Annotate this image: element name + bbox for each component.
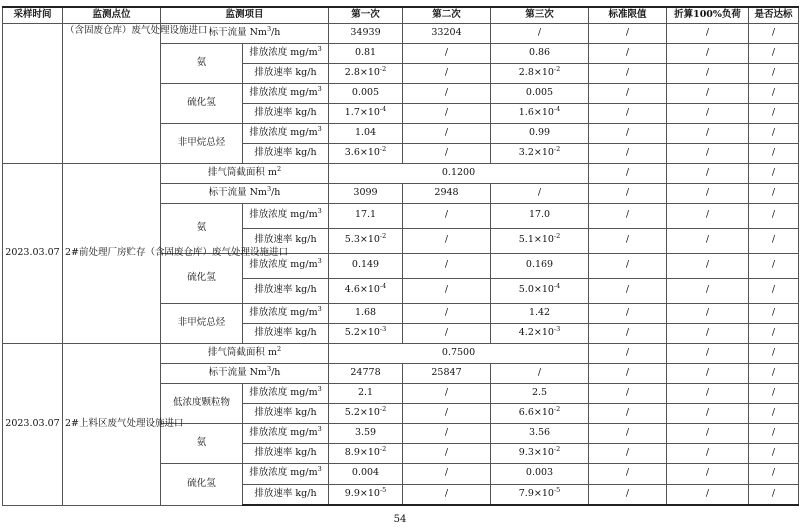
sec2-nmhc-conc-label: 排放浓度 $mg/m^3$ [243, 303, 329, 323]
sec3-ammonia-conc-limit: / [589, 423, 667, 443]
sec3-h2s-conc-converted: / [667, 463, 749, 484]
sec2-h2s-rate-2: / [403, 278, 491, 303]
sec3-h2s-conc-1: 0.004 [329, 463, 403, 484]
sec2-ammonia-conc-pass: / [749, 203, 799, 228]
sec3-ammonia-conc-1: 3.59 [329, 423, 403, 443]
sec1-ammonia-rate-1: $2.8\times 10^{-2}$ [329, 63, 403, 83]
sec2-area-limit: / [589, 163, 667, 183]
header-first: 第一次 [329, 7, 403, 23]
sec3-ammonia-conc-2: / [403, 423, 491, 443]
sec1-h2s-conc-3: 0.005 [491, 83, 589, 103]
sec3-h2s-conc-3: 0.003 [491, 463, 589, 484]
sec2-h2s-rate-1: $4.6\times 10^{-4}$ [329, 278, 403, 303]
sec3-flow-1: 24778 [329, 363, 403, 383]
sec1-nmhc-conc-label: 排放浓度 $mg/m^3$ [243, 123, 329, 143]
sec3-ammonia-rate-pass: / [749, 443, 799, 463]
sec3-pm-rate-label: 排放速率 kg/h [243, 403, 329, 423]
sec2-flow-1: 3099 [329, 183, 403, 203]
sec2-nmhc-label: 非甲烷总烃 [161, 303, 243, 343]
sec3-h2s-label: 硫化氢 [161, 463, 243, 505]
sec1-ammonia-rate-limit: / [589, 63, 667, 83]
header-time: 采样时间 [3, 7, 63, 23]
sec3-pm-rate-converted: / [667, 403, 749, 423]
sec1-h2s-rate-limit: / [589, 103, 667, 123]
sec1-ammonia-conc-limit: / [589, 43, 667, 63]
sec3-h2s-conc-limit: / [589, 463, 667, 484]
sec2-ammonia-conc-3: 17.0 [491, 203, 589, 228]
sec1-flow-3: / [491, 23, 589, 43]
sec2-date: 2023.03.07 [3, 163, 63, 343]
sec1-date-cell [3, 23, 63, 163]
sec3-ammonia-rate-converted: / [667, 443, 749, 463]
sec1-nmhc-rate-3: $3.2\times 10^{-2}$ [491, 143, 589, 163]
sec1-h2s-rate-converted: / [667, 103, 749, 123]
sec2-ammonia-rate-2: / [403, 228, 491, 253]
sec3-ammonia-rate-label: 排放速率 kg/h [243, 443, 329, 463]
sec2-nmhc-rate-converted: / [667, 323, 749, 343]
sec1-nmhc-rate-pass: / [749, 143, 799, 163]
sec3-h2s-rate-1: $9.9\times 10^{-5}$ [329, 484, 403, 505]
sec2-h2s-conc-3: 0.169 [491, 253, 589, 278]
sec1-h2s-rate-1: $1.7\times 10^{-4}$ [329, 103, 403, 123]
sec2-ammonia-rate-limit: / [589, 228, 667, 253]
sec1-ammonia-conc-pass: / [749, 43, 799, 63]
sec3-h2s-rate-pass: / [749, 484, 799, 505]
sec1-flow-pass: / [749, 23, 799, 43]
sec1-nmhc-conc-2: / [403, 123, 491, 143]
sec2-nmhc-conc-pass: / [749, 303, 799, 323]
sec2-flow-limit: / [589, 183, 667, 203]
sec1-h2s-label: 硫化氢 [161, 83, 243, 123]
sec1-ammonia-rate-pass: / [749, 63, 799, 83]
sec1-h2s-conc-converted: / [667, 83, 749, 103]
sec2-flow-2: 2948 [403, 183, 491, 203]
sec3-ammonia-rate-1: $8.9\times 10^{-2}$ [329, 443, 403, 463]
sec3-ammonia-rate-3: $9.3\times 10^{-2}$ [491, 443, 589, 463]
sec2-nmhc-conc-2: / [403, 303, 491, 323]
sec1-nmhc-conc-limit: / [589, 123, 667, 143]
sec3-pm-conc-label: 排放浓度 $mg/m^3$ [243, 383, 329, 403]
sec1-flow-limit: / [589, 23, 667, 43]
sec3-h2s-rate-3: $7.9\times 10^{-5}$ [491, 484, 589, 505]
sec1-nmhc-conc-1: 1.04 [329, 123, 403, 143]
sec1-nmhc-rate-limit: / [589, 143, 667, 163]
sec1-nmhc-conc-pass: / [749, 123, 799, 143]
sec3-ammonia-conc-label: 排放浓度 $mg/m^3$ [243, 423, 329, 443]
sec2-area-converted: / [667, 163, 749, 183]
sec3-ammonia-rate-limit: / [589, 443, 667, 463]
sec1-nmhc-conc-3: 0.99 [491, 123, 589, 143]
sec2-nmhc-conc-limit: / [589, 303, 667, 323]
sec2-ammonia-conc-label: 排放浓度 $mg/m^3$ [243, 203, 329, 228]
sec1-ammonia-conc-converted: / [667, 43, 749, 63]
sec2-nmhc-rate-label: 排放速率 kg/h [243, 323, 329, 343]
sec2-ammonia-rate-1: $5.3\times 10^{-2}$ [329, 228, 403, 253]
sec3-pm-rate-limit: / [589, 403, 667, 423]
sec3-flow-pass: / [749, 363, 799, 383]
sec2-ammonia-conc-2: / [403, 203, 491, 228]
page-number: 54 [393, 514, 407, 525]
sec1-point: （含固废仓库）废气处理设施进口 [63, 23, 161, 163]
sec1-h2s-rate-2: / [403, 103, 491, 123]
header-second: 第二次 [403, 7, 491, 23]
sec2-h2s-conc-label: 排放浓度 $mg/m^3$ [243, 253, 329, 278]
sec2-nmhc-conc-3: 1.42 [491, 303, 589, 323]
sec2-ammonia-rate-pass: / [749, 228, 799, 253]
sec3-area-limit: / [589, 343, 667, 363]
sec3-h2s-conc-pass: / [749, 463, 799, 484]
sec3-pm-conc-pass: / [749, 383, 799, 403]
sec3-flow-label: 标干流量 Nm$^3$/h [161, 363, 329, 383]
sec3-h2s-conc-2: / [403, 463, 491, 484]
sec2-area-label: 排气筒截面积 $m^2$ [161, 163, 329, 183]
sec2-area-pass: / [749, 163, 799, 183]
sec1-ammonia-conc-3: 0.86 [491, 43, 589, 63]
sec3-flow-3: / [491, 363, 589, 383]
sec3-ammonia-conc-converted: / [667, 423, 749, 443]
sec3-flow-converted: / [667, 363, 749, 383]
sec3-area-value: 0.7500 [329, 343, 589, 363]
sec2-h2s-rate-3: $5.0\times 10^{-4}$ [491, 278, 589, 303]
sec2-ammonia-conc-1: 17.1 [329, 203, 403, 228]
sec2-h2s-conc-pass: / [749, 253, 799, 278]
sec3-area-pass: / [749, 343, 799, 363]
sec1-h2s-conc-2: / [403, 83, 491, 103]
sec1-flow-1: 34939 [329, 23, 403, 43]
sec2-h2s-label: 硫化氢 [161, 253, 243, 303]
sec1-nmhc-rate-label: 排放速率 kg/h [243, 143, 329, 163]
sec3-pm-conc-limit: / [589, 383, 667, 403]
header-row [3, 7, 799, 23]
sec2-h2s-conc-converted: / [667, 253, 749, 278]
table-row [3, 163, 799, 183]
sec1-nmhc-rate-1: $3.6\times 10^{-2}$ [329, 143, 403, 163]
sec1-ammonia-conc-label: 排放浓度 $mg/m^3$ [243, 43, 329, 63]
sec2-flow-pass: / [749, 183, 799, 203]
sec3-pm-conc-1: 2.1 [329, 383, 403, 403]
sec3-area-converted: / [667, 343, 749, 363]
sec1-h2s-conc-limit: / [589, 83, 667, 103]
sec2-ammonia-label: 氨 [161, 203, 243, 253]
table-row [3, 23, 799, 43]
sec3-flow-2: 25847 [403, 363, 491, 383]
sec1-ammonia-rate-converted: / [667, 63, 749, 83]
sec1-ammonia-rate-label: 排放速率 kg/h [243, 63, 329, 83]
sec2-flow-converted: / [667, 183, 749, 203]
sec2-ammonia-rate-label: 排放速率 kg/h [243, 228, 329, 253]
sec1-ammonia-rate-2: / [403, 63, 491, 83]
sec1-flow-converted: / [667, 23, 749, 43]
sec3-pm-rate-3: $6.6\times 10^{-2}$ [491, 403, 589, 423]
sec2-ammonia-conc-converted: / [667, 203, 749, 228]
sec1-ammonia-label: 氨 [161, 43, 243, 83]
header-pass: 是否达标 [749, 7, 799, 23]
sec2-h2s-conc-2: / [403, 253, 491, 278]
sec2-h2s-rate-label: 排放速率 kg/h [243, 278, 329, 303]
sec3-pm-rate-1: $5.2\times 10^{-2}$ [329, 403, 403, 423]
sec1-h2s-rate-label: 排放速率 kg/h [243, 103, 329, 123]
sec2-nmhc-rate-limit: / [589, 323, 667, 343]
sec3-h2s-rate-limit: / [589, 484, 667, 505]
sec3-pm-conc-2: / [403, 383, 491, 403]
monitoring-table [2, 6, 799, 506]
sec1-nmhc-rate-converted: / [667, 143, 749, 163]
sec3-ammonia-conc-pass: / [749, 423, 799, 443]
sec3-area-label: 排气筒截面积 $m^2$ [161, 343, 329, 363]
sec1-ammonia-rate-3: $2.8\times 10^{-2}$ [491, 63, 589, 83]
sec1-flow-2: 33204 [403, 23, 491, 43]
header-third: 第三次 [491, 7, 589, 23]
header-item: 监测项目 [161, 7, 329, 23]
sec1-h2s-conc-label: 排放浓度 $mg/m^3$ [243, 83, 329, 103]
sec1-h2s-rate-pass: / [749, 103, 799, 123]
header-limit: 标准限值 [589, 7, 667, 23]
sec2-nmhc-rate-2: / [403, 323, 491, 343]
sec3-h2s-rate-label: 排放速率 kg/h [243, 484, 329, 505]
sec3-point: 2#上料区废气处理设施进口 [63, 343, 161, 505]
sec3-date: 2023.03.07 [3, 343, 63, 505]
sec2-point: 2#前处理厂房贮存（含固废仓库）废气处理设施进口 [63, 163, 161, 343]
sec2-ammonia-rate-converted: / [667, 228, 749, 253]
sec3-ammonia-rate-2: / [403, 443, 491, 463]
sec1-nmhc-conc-converted: / [667, 123, 749, 143]
sec2-h2s-rate-limit: / [589, 278, 667, 303]
sec3-h2s-rate-2: / [403, 484, 491, 505]
header-converted: 折算100%负荷 [667, 7, 749, 23]
sec2-nmhc-rate-1: $5.2\times 10^{-3}$ [329, 323, 403, 343]
sec2-h2s-conc-limit: / [589, 253, 667, 278]
sec1-h2s-conc-1: 0.005 [329, 83, 403, 103]
sec1-nmhc-label: 非甲烷总烃 [161, 123, 243, 163]
sec2-nmhc-rate-pass: / [749, 323, 799, 343]
sec3-h2s-conc-label: 排放浓度 $mg/m^3$ [243, 463, 329, 484]
sec2-nmhc-rate-3: $4.2\times 10^{-3}$ [491, 323, 589, 343]
table-row [3, 343, 799, 363]
sec3-pm-conc-3: 2.5 [491, 383, 589, 403]
sec2-h2s-rate-converted: / [667, 278, 749, 303]
sec3-pm-rate-2: / [403, 403, 491, 423]
sec2-flow-label: 标干流量 Nm$^3$/h [161, 183, 329, 203]
sec1-h2s-conc-pass: / [749, 83, 799, 103]
sec3-ammonia-label: 氨 [161, 423, 243, 463]
sec3-ammonia-conc-3: 3.56 [491, 423, 589, 443]
sec2-ammonia-rate-3: $5.1\times 10^{-2}$ [491, 228, 589, 253]
sec2-flow-3: / [491, 183, 589, 203]
sec2-h2s-rate-pass: / [749, 278, 799, 303]
sec3-pm-conc-converted: / [667, 383, 749, 403]
sec2-nmhc-conc-1: 1.68 [329, 303, 403, 323]
sec1-ammonia-conc-2: / [403, 43, 491, 63]
sec2-ammonia-conc-limit: / [589, 203, 667, 228]
sec1-ammonia-conc-1: 0.81 [329, 43, 403, 63]
sec1-flow-label: 标干流量 Nm$^3$/h [161, 23, 329, 43]
sec3-h2s-rate-converted: / [667, 484, 749, 505]
sec2-nmhc-conc-converted: / [667, 303, 749, 323]
sec3-flow-limit: / [589, 363, 667, 383]
header-point: 监测点位 [63, 7, 161, 23]
sec1-nmhc-rate-2: / [403, 143, 491, 163]
sec2-h2s-conc-1: 0.149 [329, 253, 403, 278]
sec3-pm-label: 低浓度颗粒物 [161, 383, 243, 423]
sec1-h2s-rate-3: $1.6\times 10^{-4}$ [491, 103, 589, 123]
sec2-area-value: 0.1200 [329, 163, 589, 183]
sec3-pm-rate-pass: / [749, 403, 799, 423]
